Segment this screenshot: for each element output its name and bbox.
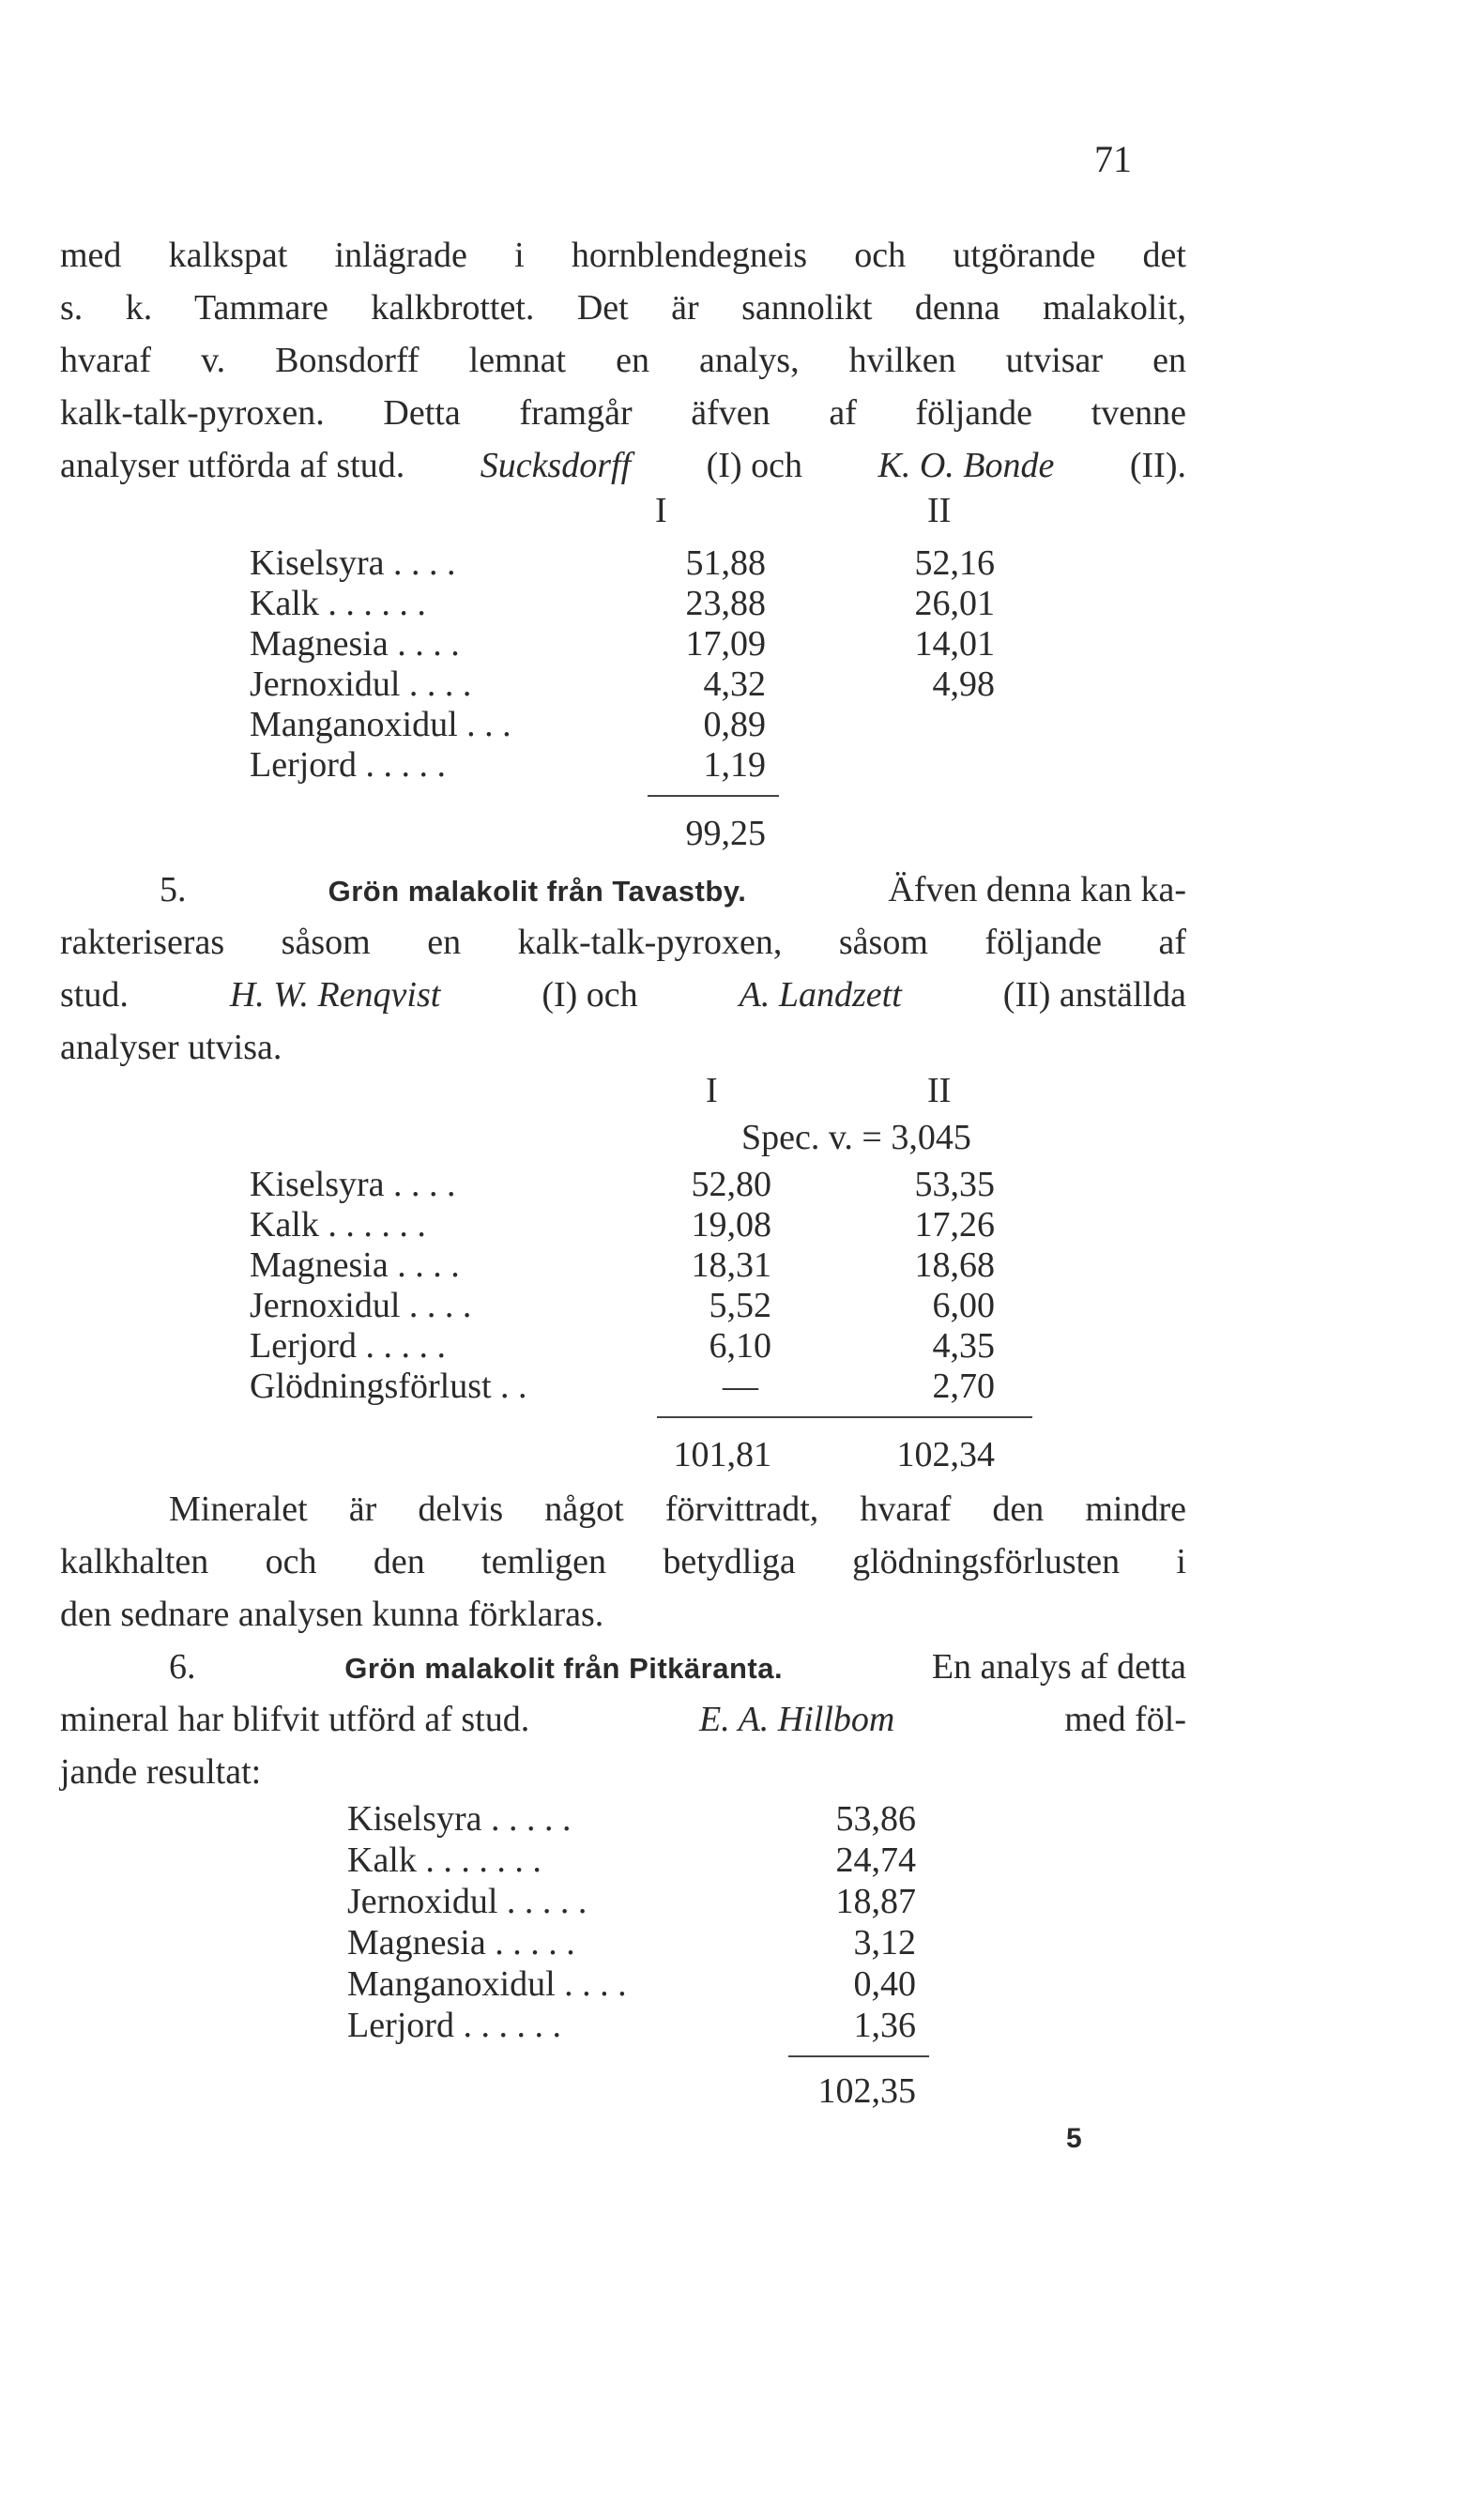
text-segment: med föl- xyxy=(1064,1700,1186,1739)
component-name: Manganoxidul . . . xyxy=(250,705,511,744)
text-line xyxy=(169,1641,1186,1695)
value-ii: 4,35 xyxy=(932,1326,995,1366)
value-ii: 17,26 xyxy=(914,1205,995,1245)
text-line: jande resultat: xyxy=(60,1752,262,1792)
component-name: Lerjord . . . . . xyxy=(250,1326,446,1366)
value-ii: 52,16 xyxy=(914,543,995,583)
text-segment: (II) anställda xyxy=(1002,975,1186,1015)
column-header: I xyxy=(655,491,667,530)
value: 1,36 xyxy=(853,2006,916,2045)
component-name: Magnesia . . . . . xyxy=(347,1923,575,1963)
sum-rule xyxy=(788,2055,929,2057)
value-i: 0,89 xyxy=(703,705,766,744)
value-i: 4,32 xyxy=(703,664,766,704)
text-line: Mineralet är delvis något förvittradt, hvaraf den mindre xyxy=(169,1489,1186,1529)
page-number: 71 xyxy=(1094,138,1132,180)
text-line: kalk-talk-pyroxen. Detta framgår äfven af följande tvenne xyxy=(60,393,1186,433)
text-line: med kalkspat inlägrade i hornblendegneis och utgörande det xyxy=(60,236,1186,275)
total-i: 101,81 xyxy=(673,1435,771,1474)
component-name: Glödningsförlust . . xyxy=(250,1367,527,1406)
column-header: II xyxy=(927,1071,952,1110)
text-line xyxy=(160,863,1186,918)
value: 0,40 xyxy=(853,1964,916,2004)
author-name: H. W. Renqvist xyxy=(229,975,441,1015)
text-line: analyser utvisa. xyxy=(60,1028,282,1067)
component-name: Magnesia . . . . xyxy=(250,624,460,664)
value-i: 5,52 xyxy=(709,1286,771,1325)
total-i: 99,25 xyxy=(685,814,766,853)
total: 102,35 xyxy=(817,2071,916,2111)
value: 24,74 xyxy=(835,1840,916,1880)
total-ii: 102,34 xyxy=(896,1435,995,1474)
text-line: kalkhalten och den temligen betydliga glödningsförlusten i xyxy=(60,1542,1186,1581)
text-segment: Äfven denna kan ka- xyxy=(888,870,1186,909)
component-name: Jernoxidul . . . . xyxy=(250,664,472,704)
text-line xyxy=(60,439,1186,492)
component-name: Magnesia . . . . xyxy=(250,1245,460,1285)
value-i: 6,10 xyxy=(709,1326,771,1366)
author-name: E. A. Hillbom xyxy=(699,1700,895,1739)
component-name: Kalk . . . . . . xyxy=(250,1205,426,1245)
component-name: Kiselsyra . . . . . xyxy=(347,1799,572,1839)
component-name: Kiselsyra . . . . xyxy=(250,1165,456,1204)
text-segment: stud. xyxy=(60,975,129,1015)
section-heading: Grön malakolit från Tavastby. xyxy=(328,875,747,908)
value-i: 23,88 xyxy=(685,584,766,623)
text-segment: analyser utförda af stud. xyxy=(60,446,405,485)
sum-rule xyxy=(648,795,779,797)
value: 18,87 xyxy=(835,1882,916,1921)
column-header: II xyxy=(927,491,952,530)
value-i: 17,09 xyxy=(685,624,766,664)
text-segment: (I) och xyxy=(542,975,638,1015)
value-ii: 6,00 xyxy=(932,1286,995,1325)
text-line: hvaraf v. Bonsdorff lemnat en analys, hvilken utvisar en xyxy=(60,341,1186,380)
section-number: 6. xyxy=(169,1647,196,1687)
text-line xyxy=(60,1693,1186,1746)
value-ii: 26,01 xyxy=(914,584,995,623)
text-line xyxy=(60,969,1186,1021)
value-i: 52,80 xyxy=(691,1165,771,1204)
section-number: 5. xyxy=(160,870,187,909)
component-name: Manganoxidul . . . . xyxy=(347,1964,627,2004)
text-segment: (II). xyxy=(1129,446,1186,485)
text-segment: (I) och xyxy=(706,446,802,485)
value-ii: 18,68 xyxy=(914,1245,995,1285)
value-ii: 14,01 xyxy=(914,624,995,664)
component-name: Kiselsyra . . . . xyxy=(250,543,456,583)
text-line: s. k. Tammare kalkbrottet. Det är sannolikt denna malakolit, xyxy=(60,288,1186,328)
value-i: 1,19 xyxy=(703,745,766,785)
text-segment: En analys af detta xyxy=(931,1647,1186,1687)
signature-mark: 5 xyxy=(1066,2123,1083,2154)
value-i: 19,08 xyxy=(691,1205,771,1245)
component-name: Kalk . . . . . . xyxy=(250,584,426,623)
text-line: den sednare analysen kunna förklaras. xyxy=(60,1595,604,1634)
sum-rule xyxy=(657,1416,1032,1418)
value-ii: 2,70 xyxy=(932,1367,995,1406)
component-name: Jernoxidul . . . . xyxy=(250,1286,472,1325)
value-ii: 53,35 xyxy=(914,1165,995,1204)
component-name: Lerjord . . . . . xyxy=(250,745,446,785)
value-i: — xyxy=(723,1367,758,1406)
value-ii: 4,98 xyxy=(932,664,995,704)
value-i: 18,31 xyxy=(691,1245,771,1285)
component-name: Kalk . . . . . . . xyxy=(347,1840,542,1880)
author-name: Sucksdorff xyxy=(480,446,632,485)
value-i: 51,88 xyxy=(685,543,766,583)
specific-gravity: Spec. v. = 3,045 xyxy=(741,1118,971,1157)
value: 3,12 xyxy=(853,1923,916,1963)
column-header: I xyxy=(706,1071,718,1110)
component-name: Jernoxidul . . . . . xyxy=(347,1882,587,1921)
author-name: A. Landzett xyxy=(739,975,902,1015)
text-line: rakteriseras såsom en kalk-talk-pyroxen, såsom följande af xyxy=(60,923,1186,962)
value: 53,86 xyxy=(835,1799,916,1839)
component-name: Lerjord . . . . . . xyxy=(347,2006,561,2045)
section-heading: Grön malakolit från Pitkäranta. xyxy=(344,1652,784,1685)
text-segment: mineral har blifvit utförd af stud. xyxy=(60,1700,530,1739)
author-name: K. O. Bonde xyxy=(877,446,1055,485)
